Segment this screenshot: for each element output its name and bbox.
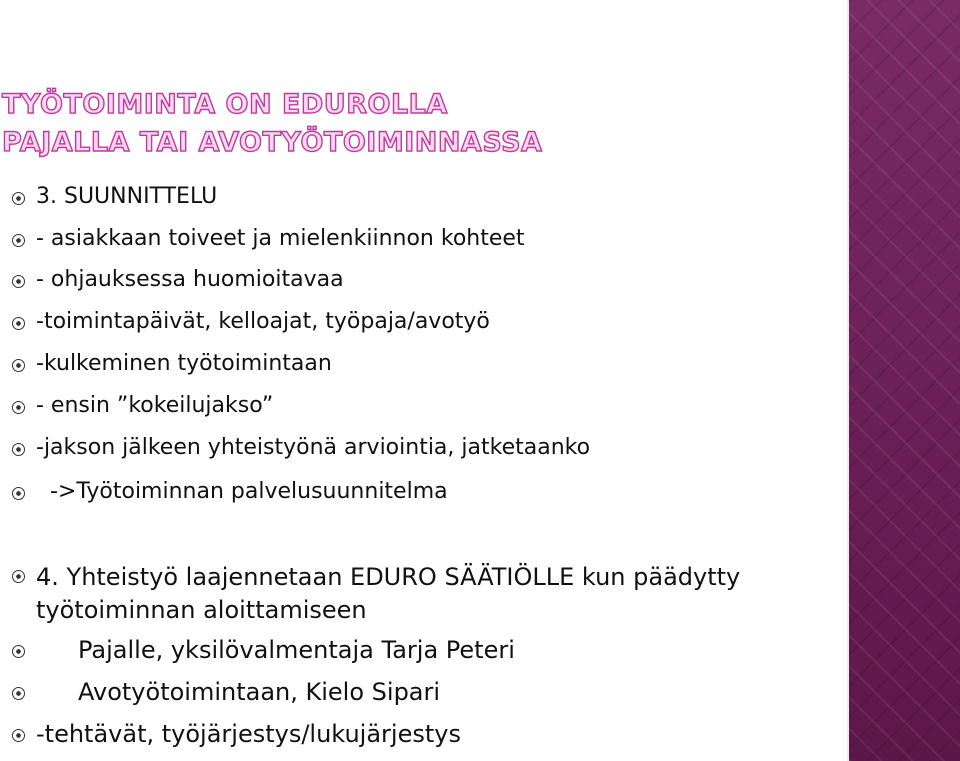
list-item-text: -tehtävät, työjärjestys/lukujärjestys (36, 720, 461, 748)
title-line-1: TYÖTOIMINTA ON EDUROLLA (2, 89, 448, 120)
target-bullet-icon (12, 487, 25, 500)
target-bullet-icon (12, 359, 25, 372)
slide-title (2, 86, 542, 162)
list-item-text: - ensin ”kokeilujakso” (36, 393, 274, 418)
list-item-text: -jakson jälkeen yhteistyönä arviointia, jatketaanko (36, 435, 591, 460)
target-bullet-icon (12, 275, 25, 288)
target-bullet-icon (12, 645, 25, 658)
target-bullet-icon (12, 317, 25, 330)
target-bullet-icon (12, 443, 25, 456)
decorative-side-panel (847, 0, 960, 761)
list-item-text: Pajalle, yksilövalmentaja Tarja Peteri (78, 636, 515, 664)
title-line-2: PAJALLA TAI AVOTYÖTOIMINNASSA (2, 127, 543, 158)
target-bullet-icon (12, 729, 25, 742)
list-item-text: Avotyötoimintaan, Kielo Sipari (78, 678, 441, 706)
list-item-text: 3. SUUNNITTELU (36, 184, 218, 209)
list-item-text: -toimintapäivät, kelloajat, työpaja/avotyö (36, 309, 490, 334)
target-bullet-icon (12, 570, 25, 583)
target-bullet-icon (12, 687, 25, 700)
target-bullet-icon (12, 401, 25, 414)
list-item-text: ->Työtoiminnan palvelusuunnitelma (50, 479, 448, 504)
list-item-text: -kulkeminen työtoimintaan (36, 351, 332, 376)
target-bullet-icon (12, 192, 25, 205)
list-item-text: 4. Yhteistyö laajennetaan EDURO SÄÄTIÖLLE kun päädytty työtoiminnan aloittamiseen (36, 563, 741, 624)
list-item-text: - asiakkaan toiveet ja mielenkiinnon kohteet (36, 226, 525, 251)
list-item-text: - ohjauksessa huomioitavaa (36, 267, 344, 292)
target-bullet-icon (12, 234, 25, 247)
